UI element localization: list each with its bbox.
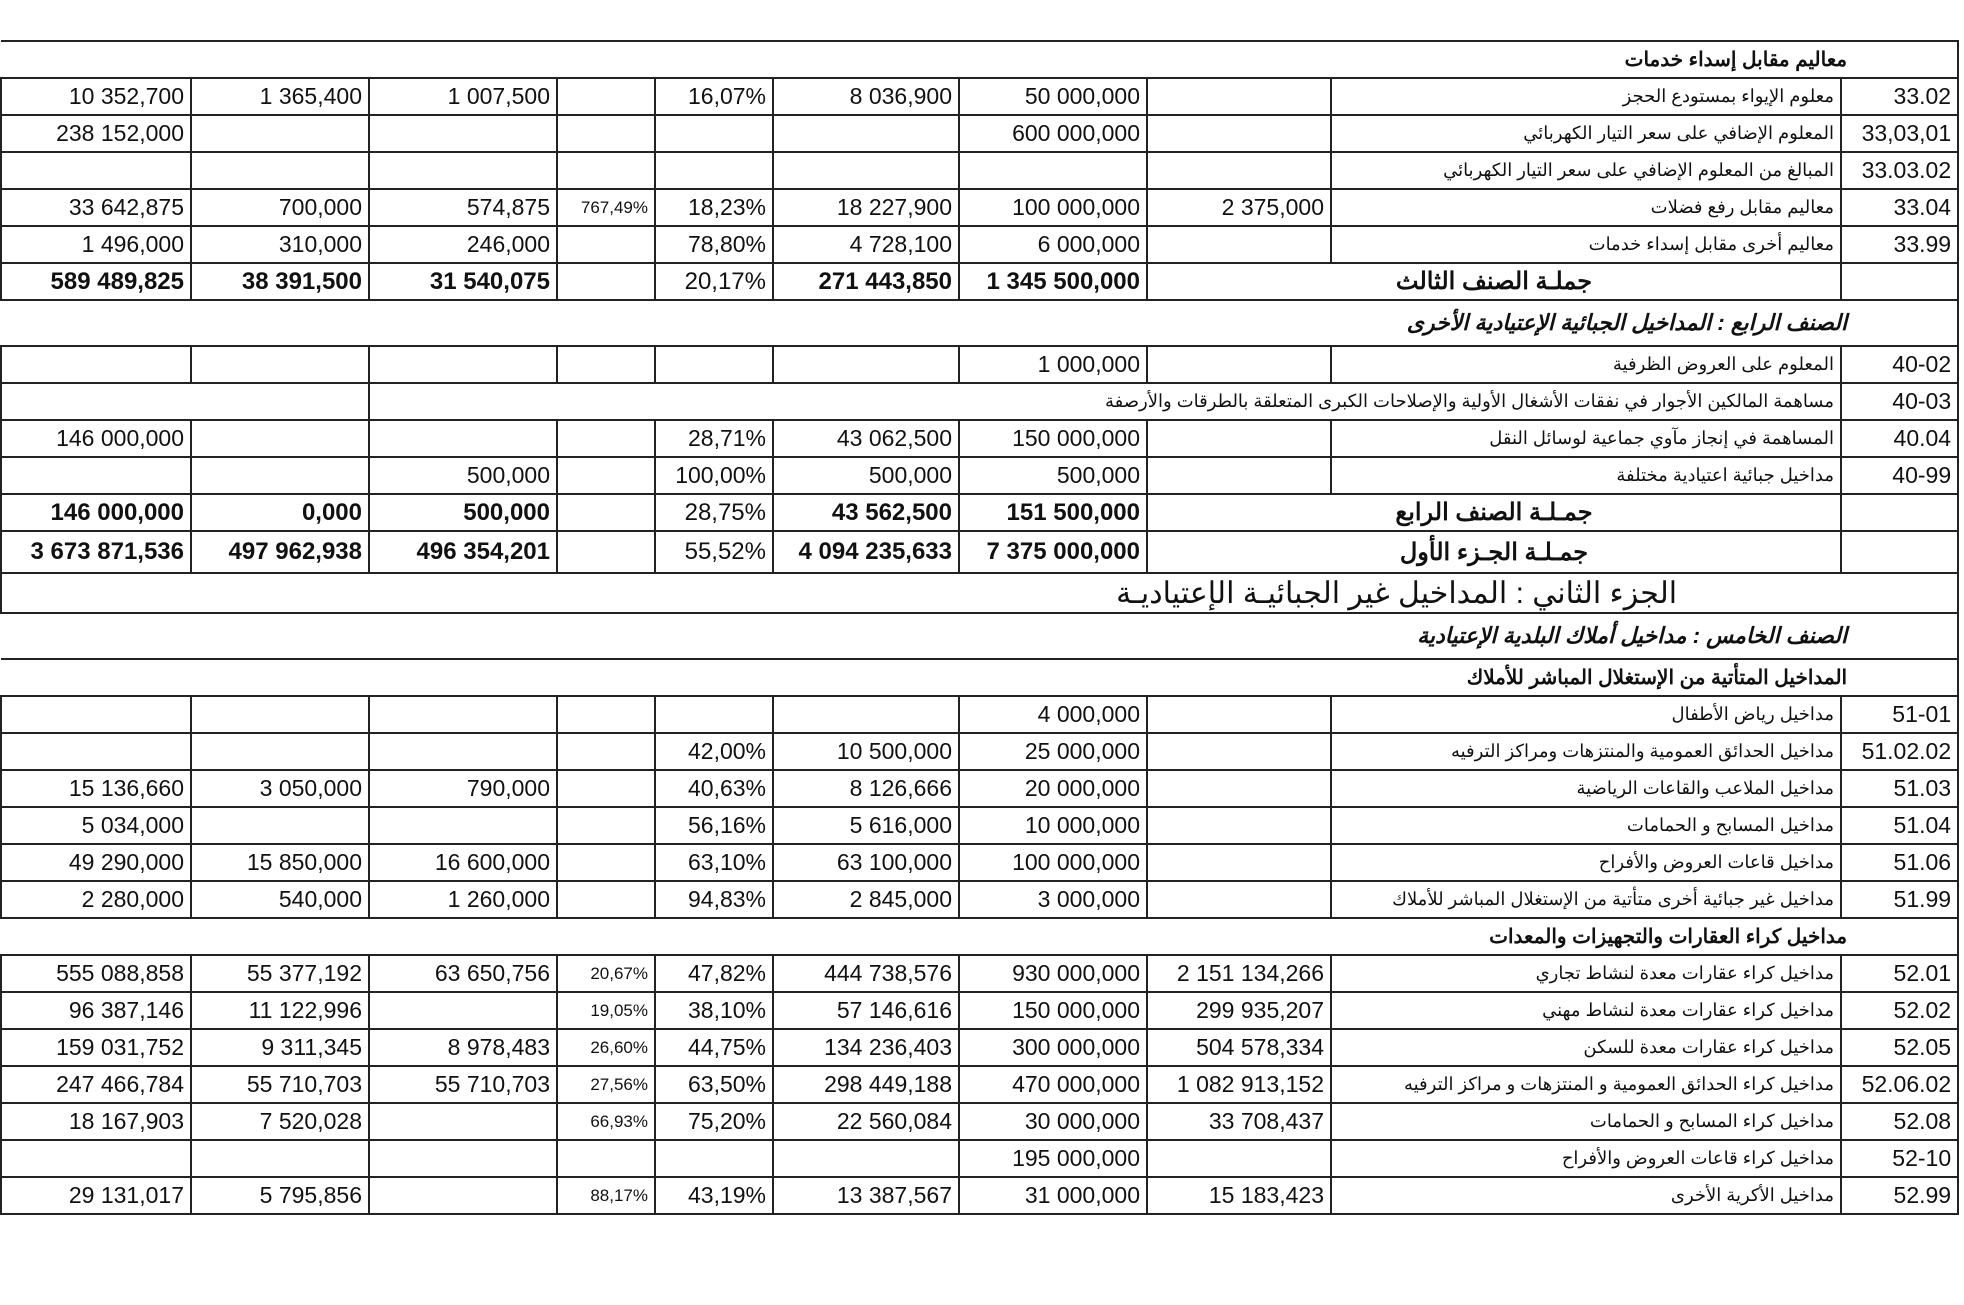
value-cell-c6: 10 500,000 — [773, 733, 959, 770]
value-cell-c4 — [557, 807, 655, 844]
value-cell-c4 — [557, 457, 655, 494]
value-cell-c3: 1 260,000 — [369, 881, 557, 918]
value-cell-c3 — [369, 992, 557, 1029]
value-cell-c6: 8 126,666 — [773, 770, 959, 807]
value-cell-c8 — [1147, 881, 1331, 918]
empty-cell — [1841, 494, 1958, 531]
empty-cell — [1841, 263, 1958, 300]
value-cell-c4: 19,05% — [557, 992, 655, 1029]
value-cell-c5: 16,07% — [655, 78, 773, 115]
total-cell-c4 — [557, 531, 655, 573]
table-row — [1, 78, 1958, 115]
row-code: 52.02 — [1841, 992, 1958, 1029]
row-label: مداخيل كراء الحدائق العمومية و المنتزهات و مراكز الترفيه — [1331, 1066, 1841, 1103]
total-cell-c3: 31 540,075 — [369, 263, 557, 300]
value-cell-c3 — [369, 1177, 557, 1214]
value-cell-c6: 43 062,500 — [773, 420, 959, 457]
value-cell-c1 — [1, 457, 191, 494]
value-cell-c5: 47,82% — [655, 955, 773, 992]
table-row — [1, 696, 1958, 733]
value-cell-c5: 75,20% — [655, 1103, 773, 1140]
value-cell-c4 — [557, 733, 655, 770]
value-cell-c6: 22 560,084 — [773, 1103, 959, 1140]
row-code: 52.06.02 — [1841, 1066, 1958, 1103]
row-code: 33.02 — [1841, 78, 1958, 115]
table-row — [1, 955, 1958, 992]
row-label: مداخيل الأكرية الأخرى — [1331, 1177, 1841, 1214]
value-cell-c1: 96 387,146 — [1, 992, 191, 1029]
value-cell-c7: 4 000,000 — [959, 696, 1147, 733]
value-cell-c2: 55 377,192 — [191, 955, 369, 992]
value-cell-c2: 55 710,703 — [191, 1066, 369, 1103]
sub51-row-title: المداخيل المتأتية من الإستغلال المباشر للأملاك — [1, 659, 1958, 696]
value-cell-c3: 8 978,483 — [369, 1029, 557, 1066]
value-cell-c1: 5 034,000 — [1, 807, 191, 844]
value-cell-c6: 13 387,567 — [773, 1177, 959, 1214]
value-cell-c1 — [1, 1140, 191, 1177]
value-cell-c8 — [1147, 420, 1331, 457]
value-cell-c1: 33 642,875 — [1, 189, 191, 226]
value-cell-c1 — [1, 696, 191, 733]
value-cell-c2 — [191, 696, 369, 733]
value-cell-c5 — [655, 1140, 773, 1177]
value-cell-c8 — [1147, 733, 1331, 770]
header-row — [1, 41, 1958, 78]
value-cell-c7: 30 000,000 — [959, 1103, 1147, 1140]
value-cell-c7: 1 000,000 — [959, 346, 1147, 383]
value-cell-c3: 574,875 — [369, 189, 557, 226]
value-cell-c1: 146 000,000 — [1, 420, 191, 457]
row-code: 33.03.02 — [1841, 152, 1958, 189]
sub51-row — [1, 659, 1958, 696]
total-cell-c7: 151 500,000 — [959, 494, 1147, 531]
value-cell-c6: 2 845,000 — [773, 881, 959, 918]
value-cell-c3 — [369, 420, 557, 457]
table-row — [1, 457, 1958, 494]
value-cell-c5: 40,63% — [655, 770, 773, 807]
value-cell-c2: 540,000 — [191, 881, 369, 918]
value-cell-c7: 150 000,000 — [959, 992, 1147, 1029]
part2-title: الجزء الثاني : المداخيل غير الجبائيـة الإعتياديـة — [1, 573, 1958, 613]
table-row — [1, 189, 1958, 226]
total-row — [1, 263, 1958, 300]
row-code: 51.04 — [1841, 807, 1958, 844]
value-cell-c2: 3 050,000 — [191, 770, 369, 807]
section4-row-title: الصنف الرابع : المداخيل الجبائية الإعتيادية الأخرى — [1, 300, 1958, 346]
value-cell-c7: 195 000,000 — [959, 1140, 1147, 1177]
value-cell-c5: 44,75% — [655, 1029, 773, 1066]
table-row — [1, 152, 1958, 189]
value-cell-c4 — [557, 1140, 655, 1177]
value-cell-c7: 25 000,000 — [959, 733, 1147, 770]
value-cell-c7: 10 000,000 — [959, 807, 1147, 844]
row-code: 40.04 — [1841, 420, 1958, 457]
value-cell-c4 — [557, 78, 655, 115]
value-cell-c1: 159 031,752 — [1, 1029, 191, 1066]
row-label: مداخيل الملاعب والقاعات الرياضية — [1331, 770, 1841, 807]
value-cell-c5 — [655, 115, 773, 152]
row-label: معاليم أخرى مقابل إسداء خدمات — [1331, 226, 1841, 263]
value-cell-c4 — [557, 420, 655, 457]
table-row — [1, 992, 1958, 1029]
section5-row-title: الصنف الخامس : مداخيل أملاك البلدية الإعتيادية — [1, 613, 1958, 659]
row-label: المعلوم على العروض الظرفية — [1331, 346, 1841, 383]
row-label: المساهمة في إنجاز مآوي جماعية لوسائل النقل — [1331, 420, 1841, 457]
row-label: مداخيل الحدائق العمومية والمنتزهات ومراكز الترفيه — [1331, 733, 1841, 770]
value-cell-c5: 38,10% — [655, 992, 773, 1029]
row-label: مداخيل قاعات العروض والأفراح — [1331, 844, 1841, 881]
value-cell-c3: 55 710,703 — [369, 1066, 557, 1103]
value-cell-c5 — [655, 696, 773, 733]
value-cell-c3 — [369, 696, 557, 733]
value-cell-c5: 94,83% — [655, 881, 773, 918]
value-cell-c2 — [191, 115, 369, 152]
total-row — [1, 494, 1958, 531]
row-code: 52-10 — [1841, 1140, 1958, 1177]
row-code: 51.99 — [1841, 881, 1958, 918]
value-cell-c8: 15 183,423 — [1147, 1177, 1331, 1214]
value-cell-c1 — [1, 346, 191, 383]
total-row — [1, 531, 1958, 573]
value-cell-c4 — [557, 346, 655, 383]
value-cell-c3 — [369, 115, 557, 152]
table-row — [1, 1029, 1958, 1066]
value-cell-c2: 11 122,996 — [191, 992, 369, 1029]
table-row — [1, 1140, 1958, 1177]
value-cell-c3 — [369, 807, 557, 844]
value-cell-c6: 134 236,403 — [773, 1029, 959, 1066]
value-cell-c1 — [1, 733, 191, 770]
value-cell-c5: 63,50% — [655, 1066, 773, 1103]
value-cell-c5: 18,23% — [655, 189, 773, 226]
value-cell-c1: 29 131,017 — [1, 1177, 191, 1214]
value-cell-c3 — [369, 346, 557, 383]
value-cell-c5: 28,71% — [655, 420, 773, 457]
row-code: 33,03,01 — [1841, 115, 1958, 152]
value-cell-c6: 8 036,900 — [773, 78, 959, 115]
total-cell-c3: 496 354,201 — [369, 531, 557, 573]
value-cell-c5: 100,00% — [655, 457, 773, 494]
value-cell-c2 — [191, 152, 369, 189]
empty-cell — [1841, 531, 1958, 573]
value-cell-c6 — [773, 115, 959, 152]
row-code: 33.99 — [1841, 226, 1958, 263]
value-cell-c3 — [369, 733, 557, 770]
value-cell-c7: 100 000,000 — [959, 189, 1147, 226]
row-label: مداخيل رياض الأطفال — [1331, 696, 1841, 733]
row-label: مداخيل جبائية اعتيادية مختلفة — [1331, 457, 1841, 494]
total-cell-c7: 7 375 000,000 — [959, 531, 1147, 573]
row-label: مداخيل كراء عقارات معدة للسكن — [1331, 1029, 1841, 1066]
value-cell-c2 — [191, 807, 369, 844]
row-code: 33.04 — [1841, 189, 1958, 226]
value-cell-c7 — [959, 152, 1147, 189]
value-cell-c2: 5 795,856 — [191, 1177, 369, 1214]
revenue-table-sheet — [0, 40, 1957, 1215]
value-cell-c2: 7 520,028 — [191, 1103, 369, 1140]
row-code: 51-01 — [1841, 696, 1958, 733]
value-cell-c7: 31 000,000 — [959, 1177, 1147, 1214]
value-cell-c8 — [1147, 1140, 1331, 1177]
value-cell-c6 — [773, 152, 959, 189]
row-label: مساهمة المالكين الأجوار في نفقات الأشغال الأولية والإصلاحات الكبرى المتعلقة بالطرقات والأرصفة — [369, 383, 1841, 420]
value-cell-c2 — [191, 420, 369, 457]
value-cell-c3 — [369, 1140, 557, 1177]
value-cell-c1: 18 167,903 — [1, 1103, 191, 1140]
row-label: مداخيل المسابح و الحمامات — [1331, 807, 1841, 844]
value-cell-c2: 9 311,345 — [191, 1029, 369, 1066]
value-cell-c1: 49 290,000 — [1, 844, 191, 881]
table-row — [1, 881, 1958, 918]
total-cell-c7: 1 345 500,000 — [959, 263, 1147, 300]
value-cell-c5: 78,80% — [655, 226, 773, 263]
value-cell-c4: 26,60% — [557, 1029, 655, 1066]
value-cell-c7: 100 000,000 — [959, 844, 1147, 881]
value-cell-c3: 1 007,500 — [369, 78, 557, 115]
table-row — [1, 844, 1958, 881]
row-code: 40-99 — [1841, 457, 1958, 494]
value-cell-c7: 6 000,000 — [959, 226, 1147, 263]
value-cell-c6: 444 738,576 — [773, 955, 959, 992]
value-cell-c7: 930 000,000 — [959, 955, 1147, 992]
value-cell-c3 — [369, 152, 557, 189]
part2-row — [1, 573, 1958, 613]
total-cell-c1: 589 489,825 — [1, 263, 191, 300]
table-row — [1, 226, 1958, 263]
value-cell-c8 — [1147, 115, 1331, 152]
table-row — [1, 346, 1958, 383]
value-cell-c5: 42,00% — [655, 733, 773, 770]
value-cell-c1: 555 088,858 — [1, 955, 191, 992]
value-cell-c2: 1 365,400 — [191, 78, 369, 115]
row-label: معلوم الإيواء بمستودع الحجز — [1331, 78, 1841, 115]
value-cell-c4 — [557, 696, 655, 733]
total-cell-c5: 55,52% — [655, 531, 773, 573]
value-cell-c6: 18 227,900 — [773, 189, 959, 226]
table-row — [1, 770, 1958, 807]
section5-row — [1, 613, 1958, 659]
row-label: المبالغ من المعلوم الإضافي على سعر التيار الكهربائي — [1331, 152, 1841, 189]
value-cell-c8 — [1147, 696, 1331, 733]
value-cell-c6 — [773, 1140, 959, 1177]
value-cell-c1: 247 466,784 — [1, 1066, 191, 1103]
value-cell-c3: 16 600,000 — [369, 844, 557, 881]
value-cell-c4: 27,56% — [557, 1066, 655, 1103]
value-cell-c7: 300 000,000 — [959, 1029, 1147, 1066]
value-cell-c3: 790,000 — [369, 770, 557, 807]
value-cell-c2: 700,000 — [191, 189, 369, 226]
value-cell-c8: 33 708,437 — [1147, 1103, 1331, 1140]
table-row — [1, 1177, 1958, 1214]
value-cell-c4: 88,17% — [557, 1177, 655, 1214]
value-cell-c4 — [557, 226, 655, 263]
value-cell-c3: 246,000 — [369, 226, 557, 263]
value-cell-c6: 5 616,000 — [773, 807, 959, 844]
value-cell-c8: 504 578,334 — [1147, 1029, 1331, 1066]
value-cell-c7: 50 000,000 — [959, 78, 1147, 115]
value-cell-c7: 20 000,000 — [959, 770, 1147, 807]
row-code: 51.06 — [1841, 844, 1958, 881]
table-row — [1, 420, 1958, 457]
row-code: 52.08 — [1841, 1103, 1958, 1140]
value-cell-c2: 15 850,000 — [191, 844, 369, 881]
value-cell-c3: 63 650,756 — [369, 955, 557, 992]
value-cell-c8: 2 375,000 — [1147, 189, 1331, 226]
total-cell-c4 — [557, 494, 655, 531]
total-cell-c6: 271 443,850 — [773, 263, 959, 300]
value-cell-c1: 238 152,000 — [1, 115, 191, 152]
value-cell-c4 — [557, 115, 655, 152]
row-code: 51.02.02 — [1841, 733, 1958, 770]
row-label: مداخيل كراء المسابح و الحمامات — [1331, 1103, 1841, 1140]
value-cell-c8 — [1147, 346, 1331, 383]
value-cell-c4 — [557, 770, 655, 807]
section4-row — [1, 300, 1958, 346]
table-row — [1, 383, 1958, 420]
total-cell-c5: 20,17% — [655, 263, 773, 300]
row-label: مداخيل كراء عقارات معدة لنشاط مهني — [1331, 992, 1841, 1029]
value-cell-c4: 66,93% — [557, 1103, 655, 1140]
value-cell-c8 — [1147, 78, 1331, 115]
total-cell-c1: 3 673 871,536 — [1, 531, 191, 573]
total-cell-c5: 28,75% — [655, 494, 773, 531]
value-cell-c1 — [1, 152, 191, 189]
value-cell-c1: 15 136,660 — [1, 770, 191, 807]
value-cell-c4: 20,67% — [557, 955, 655, 992]
total-label: جمـلـة الجـزء الأول — [1147, 531, 1841, 573]
value-cell-c5: 63,10% — [655, 844, 773, 881]
row-label: معاليم مقابل رفع فضلات — [1331, 189, 1841, 226]
total-cell-c2: 0,000 — [191, 494, 369, 531]
row-code: 40-02 — [1841, 346, 1958, 383]
value-cell-c7: 500,000 — [959, 457, 1147, 494]
value-cell-c2 — [191, 457, 369, 494]
value-cell-c5: 56,16% — [655, 807, 773, 844]
table-row — [1, 733, 1958, 770]
total-cell-c1: 146 000,000 — [1, 494, 191, 531]
value-cell-c6 — [773, 696, 959, 733]
value-cell-c2 — [191, 1140, 369, 1177]
value-cell-c6: 4 728,100 — [773, 226, 959, 263]
value-cell-c1: 2 280,000 — [1, 881, 191, 918]
row-label: مداخيل غير جبائية أخرى متأتية من الإستغلال المباشر للأملاك — [1331, 881, 1841, 918]
total-cell-c4 — [557, 263, 655, 300]
value-cell-c7: 3 000,000 — [959, 881, 1147, 918]
table-row — [1, 1103, 1958, 1140]
value-cell-c6: 63 100,000 — [773, 844, 959, 881]
total-label: جملـة الصنف الثالث — [1147, 263, 1841, 300]
table-row — [1, 115, 1958, 152]
row-code: 52.99 — [1841, 1177, 1958, 1214]
value-cell-c8 — [1147, 226, 1331, 263]
total-label: جمـلـة الصنف الرابع — [1147, 494, 1841, 531]
revenue-table — [0, 40, 1959, 1215]
value-cell-c4 — [557, 152, 655, 189]
row-label: مداخيل كراء عقارات معدة لنشاط تجاري — [1331, 955, 1841, 992]
row-label: مداخيل كراء قاعات العروض والأفراح — [1331, 1140, 1841, 1177]
value-cell-c8: 299 935,207 — [1147, 992, 1331, 1029]
total-cell-c6: 43 562,500 — [773, 494, 959, 531]
row-code: 52.05 — [1841, 1029, 1958, 1066]
value-cell-c8 — [1147, 770, 1331, 807]
value-cell-c5: 43,19% — [655, 1177, 773, 1214]
value-cell-c8: 1 082 913,152 — [1147, 1066, 1331, 1103]
value-cell-c8 — [1147, 152, 1331, 189]
value-cell-c8: 2 151 134,266 — [1147, 955, 1331, 992]
value-cell-c1: 10 352,700 — [1, 78, 191, 115]
value-cell-c2 — [191, 346, 369, 383]
value-cell-c2 — [191, 733, 369, 770]
table-row — [1, 807, 1958, 844]
value-cell-c4 — [557, 844, 655, 881]
total-cell-c2: 497 962,938 — [191, 531, 369, 573]
total-cell-c6: 4 094 235,633 — [773, 531, 959, 573]
value-cell-c5 — [655, 152, 773, 189]
total-cell-c3: 500,000 — [369, 494, 557, 531]
sub52-row-title: مداخيل كراء العقارات والتجهيزات والمعدات — [1, 918, 1958, 955]
value-cell-c1: 1 496,000 — [1, 226, 191, 263]
value-cell-c8 — [1147, 807, 1331, 844]
value-cell-c6: 57 146,616 — [773, 992, 959, 1029]
total-cell-c2: 38 391,500 — [191, 263, 369, 300]
row-code: 51.03 — [1841, 770, 1958, 807]
row-label: المعلوم الإضافي على سعر التيار الكهربائي — [1331, 115, 1841, 152]
sub52-row — [1, 918, 1958, 955]
value-cell-c7: 470 000,000 — [959, 1066, 1147, 1103]
value-cell-c3: 500,000 — [369, 457, 557, 494]
value-cell-c7: 150 000,000 — [959, 420, 1147, 457]
value-cell-c6: 500,000 — [773, 457, 959, 494]
empty-cell — [1, 383, 369, 420]
value-cell-c2: 310,000 — [191, 226, 369, 263]
table-row — [1, 1066, 1958, 1103]
header-row-title: معاليم مقابل إسداء خدمات — [1, 41, 1958, 78]
value-cell-c4 — [557, 881, 655, 918]
row-code: 52.01 — [1841, 955, 1958, 992]
value-cell-c6 — [773, 346, 959, 383]
value-cell-c6: 298 449,188 — [773, 1066, 959, 1103]
value-cell-c8 — [1147, 844, 1331, 881]
value-cell-c4: 767,49% — [557, 189, 655, 226]
value-cell-c7: 600 000,000 — [959, 115, 1147, 152]
value-cell-c5 — [655, 346, 773, 383]
value-cell-c3 — [369, 1103, 557, 1140]
row-code: 40-03 — [1841, 383, 1958, 420]
value-cell-c8 — [1147, 457, 1331, 494]
